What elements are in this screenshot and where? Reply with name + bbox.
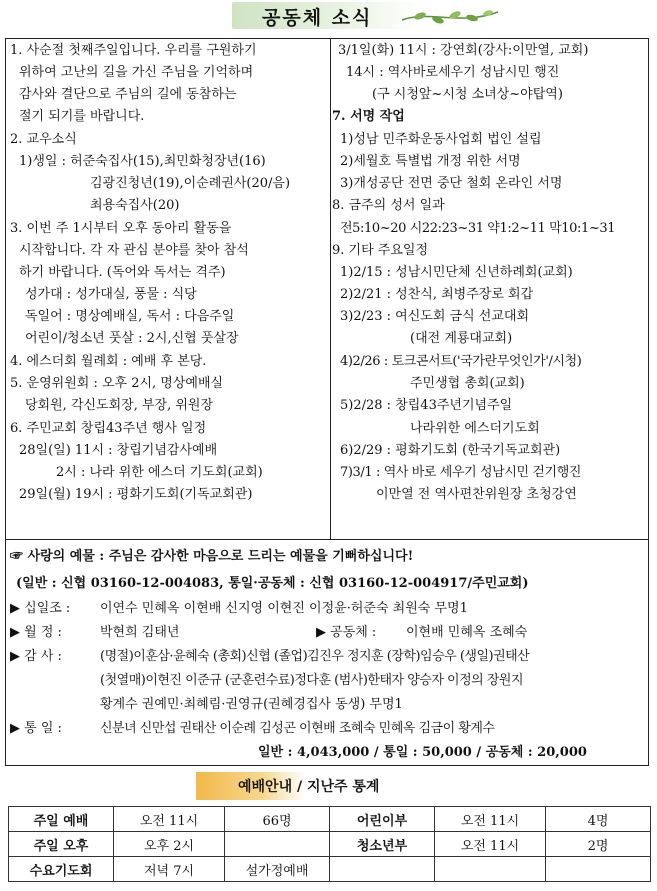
account-numbers: (일반 : 신협 03160-12-004083, 통일·공동체 : 신협 03160-12-004917/주민교회) — [16, 576, 529, 591]
news-line: 29일(월) 19시 : 평화기도회(기독교회관) — [19, 487, 253, 502]
table-cell: 어린이부 — [330, 807, 435, 832]
news-line: 어린이/청소년 풋살 : 2시,신협 풋살장 — [25, 331, 239, 346]
unity-label: ▶ 통 일 : — [10, 721, 62, 736]
thanks-line: (명절)이훈삼·윤혜숙 (총회)신협 (졸업)김진우 정지훈 (장학)임승우 (생일)권태산 — [100, 649, 530, 664]
table-cell: 수요기도회 — [9, 857, 114, 882]
news-heading: 7. 서명 작업 — [332, 109, 405, 124]
news-line: 3)개성공단 전면 중단 철회 온라인 서명 — [340, 176, 563, 191]
table-row — [9, 832, 651, 857]
thanks-label: ▶ 감 사 : — [10, 649, 62, 664]
news-line: (대전 계룡대교회) — [410, 331, 513, 346]
news-heading: 3. 이번 주 1시부터 오후 동아리 활동을 — [10, 221, 232, 236]
table-row — [9, 857, 651, 882]
news-line: 6)2/29 : 평화기도회 (한국기독교회관) — [340, 443, 561, 458]
news-line: 최용숙집사(20) — [90, 198, 180, 213]
news-line: 위하여 고난의 길을 가신 주님을 기억하며 — [19, 65, 254, 80]
table-cell: 주일 예배 — [9, 807, 114, 832]
column-divider — [330, 38, 331, 539]
tithe-label: ▶ 십일조 : — [10, 601, 71, 616]
table-cell — [330, 857, 435, 882]
worship-stats-table — [8, 806, 651, 882]
news-heading: 8. 금주의 성서 일과 — [332, 198, 445, 213]
unity-names: 신분녀 신만섭 권태산 이순례 김성곤 이현배 조혜숙 민혜옥 김금이 황계수 — [100, 721, 495, 736]
leaf-decoration-icon — [400, 4, 500, 28]
news-line: 시작합니다. 각 자 관심 분야를 찾아 참석 — [19, 243, 249, 258]
news-line: 독일어 : 명상예배실, 독서 : 다음주일 — [25, 309, 235, 324]
tithe-names: 이연수 민혜옥 이현배 신지영 이현진 이정윤·허준숙 최원숙 무명1 — [100, 601, 468, 616]
section-divider — [5, 539, 649, 540]
table-cell: 2명 — [546, 832, 651, 857]
news-heading: 9. 기타 주요일정 — [332, 243, 429, 258]
news-line: 2)2/21 : 성찬식, 최병주장로 회갑 — [340, 287, 534, 302]
news-line: (구 시청앞~시청 소녀상~야탑역) — [372, 87, 563, 102]
news-heading: 5. 운영위원회 : 오후 2시, 명상예배실 — [10, 376, 224, 391]
table-cell — [225, 832, 330, 857]
news-line: 2시 : 나라 위한 에스더 기도회(교회) — [56, 465, 263, 480]
news-line: 1)2/15 : 성남시민단체 신년하례회(교회) — [340, 265, 573, 280]
news-line: 이만열 전 역사편찬위원장 초청강연 — [376, 487, 577, 502]
table-cell — [435, 857, 546, 882]
offering-headline: ☞ 사랑의 예물 : 주님은 감사한 마음으로 드리는 예물을 기뻐하십니다! — [10, 549, 414, 564]
page-title: 공동체 소식 — [262, 7, 373, 29]
news-heading: 6. 주민교회 창립43주년 행사 일정 — [10, 421, 207, 436]
news-line: 1. 사순절 첫째주일입니다. 우리를 구원하기 — [10, 43, 257, 58]
table-cell: 오전 11시 — [114, 807, 225, 832]
news-line: 3/1일(화) 11시 : 강연회(강사:이만열, 교회) — [338, 43, 589, 58]
offering-totals: 일반 : 4,043,000 / 통일 : 50,000 / 공동체 : 20,000 — [258, 745, 587, 760]
monthly-names: 박현희 김태년 — [100, 625, 180, 640]
news-line: 7)3/1 : 역사 바로 세우기 성남시민 걷기행진 — [340, 465, 582, 480]
table-cell: 저녁 7시 — [114, 857, 225, 882]
news-line: 전5:10~20 시22:23~31 약1:2~11 막10:1~31 — [340, 221, 616, 236]
table-cell: 4명 — [546, 807, 651, 832]
news-line: 28일(일) 11시 : 창립기념감사예배 — [19, 443, 218, 458]
table-row — [9, 807, 651, 832]
news-line: 성가대 : 성가대실, 풍물 : 식당 — [25, 287, 197, 302]
news-line: 2)세월호 특별법 개정 위한 서명 — [340, 154, 521, 169]
news-line: 감사와 결단으로 주님의 길에 동참하는 — [19, 87, 237, 102]
news-line: 하기 바랍니다. (독어와 독서는 격주) — [19, 265, 226, 280]
table-cell: 설가정예배 — [225, 857, 330, 882]
table-cell: 66명 — [225, 807, 330, 832]
community-label: ▶ 공동체 : — [316, 625, 377, 640]
news-line: 5)2/28 : 창립43주년기념주일 — [340, 398, 513, 413]
news-line: 나라위한 에스더기도회 — [410, 421, 540, 436]
table-cell: 오전 11시 — [435, 832, 546, 857]
news-heading: 2. 교우소식 — [10, 132, 77, 147]
news-line: 14시 : 역사바로세우기 성남시민 행진 — [346, 65, 560, 80]
news-line: 1)성남 민주화운동사업회 법인 설립 — [340, 132, 542, 147]
community-names: 이현배 민혜옥 조혜숙 — [406, 625, 528, 640]
news-line: 3)2/23 : 여신도회 금식 선교대회 — [340, 309, 530, 324]
monthly-label: ▶ 월 정 : — [10, 625, 62, 640]
news-line: 김광진청년(19),이순례권사(20/음) — [90, 176, 291, 191]
news-line: 주민생협 총회(교회) — [410, 376, 525, 391]
table-cell: 주일 오후 — [9, 832, 114, 857]
table-cell: 오전 11시 — [435, 807, 546, 832]
news-heading: 4. 에스더회 월례회 : 예배 후 본당. — [10, 354, 207, 369]
table-cell — [546, 857, 651, 882]
news-line: 절기 되기를 바랍니다. — [19, 109, 145, 124]
news-line: 1)생일 : 허준숙집사(15),최민화청장년(16) — [19, 154, 266, 169]
news-line: 당회원, 각신도회장, 부장, 위원장 — [25, 398, 214, 413]
news-line: 4)2/26 : 토크콘서트('국가란무엇인가'/시청) — [340, 354, 582, 369]
thanks-line: 황계수 권예민·최혜림·권영규(권혜경집사 동생) 무명1 — [100, 697, 403, 712]
table-cell: 오후 2시 — [114, 832, 225, 857]
table-cell: 청소년부 — [330, 832, 435, 857]
stats-title: 예배안내 / 지난주 통계 — [238, 779, 380, 795]
thanks-line: (첫열매)이현진 이준규 (군훈련수료)정다훈 (범사)한태자 양승자 이정의 장원지 — [100, 673, 524, 688]
